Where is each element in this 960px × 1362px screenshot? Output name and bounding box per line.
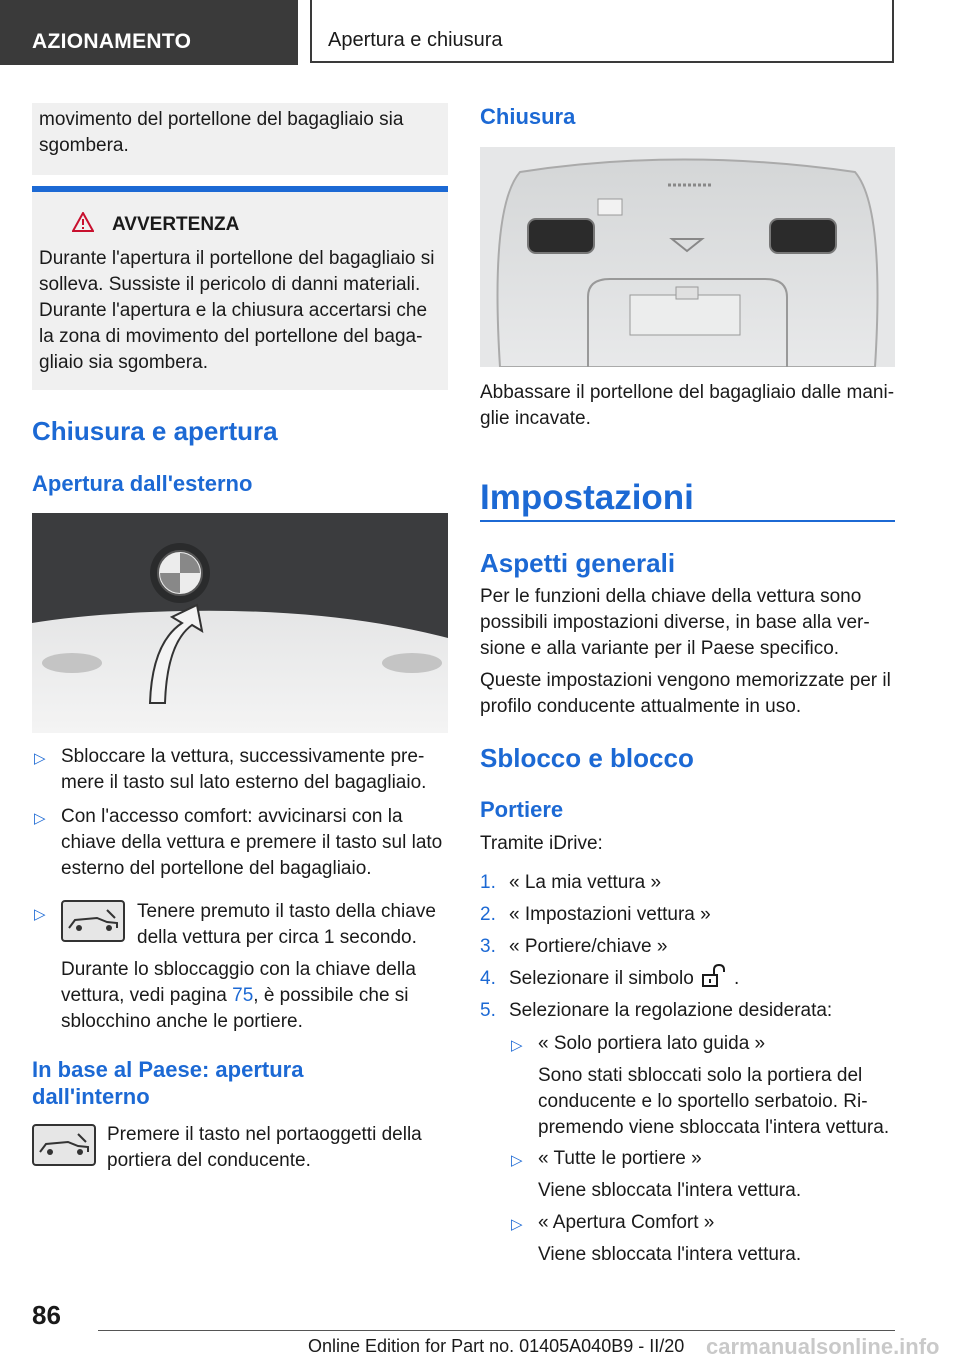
warning-triangle-icon [72,212,94,232]
page-number: 86 [32,1300,61,1330]
footer-edition: Online Edition for Part no. 01405A040B9 - II/20 [308,1336,685,1356]
continuation-line-2: sgombera. [39,135,129,156]
footer-divider [98,1330,895,1331]
step-number: 2. [480,904,496,925]
step-text: Selezionare il simbolo [509,968,694,989]
heading-sblocco-blocco: Sblocco e blocco [480,743,694,773]
header-section-tab [0,0,298,65]
car-trunk-key-icon [32,1124,96,1166]
bullet1-line-2: mere il tasto sul lato esterno del bagagliaio. [61,772,427,793]
note-line-3: sblocchino anche le portiere. [61,1011,303,1032]
option3-desc: Viene sbloccata l'intera vettura. [538,1244,802,1265]
bullet2-line-2: chiave della vettura e premere il tasto sul lato [61,832,443,853]
bullet-icon: ▷ [511,1152,523,1169]
header-chapter-label: Apertura e chiusura [328,29,503,51]
bullet1-line-1: Sbloccare la vettura, successivamente pre- [61,746,425,767]
chiusura-line-2: glie incavate. [480,408,591,429]
unlock-icon [700,964,728,990]
option1-desc-2: conducente e lo sportello serbatoio. Ri- [538,1091,868,1112]
bullet-icon: ▷ [34,750,46,767]
option3-label: « Apertura Comfort » [538,1212,715,1233]
heading-apertura-esterno: Apertura dall'esterno [32,471,253,496]
step-number: 1. [480,872,496,893]
car-trunk-key-icon [61,900,125,942]
warning-title: AVVERTENZA [112,214,240,235]
heading-portiere: Portiere [480,797,564,822]
header-chapter-box [310,0,894,63]
heading-aspetti-generali: Aspetti generali [480,548,676,578]
note-line-2 [61,983,409,1009]
warning-line-2: solleva. Sussiste il pericolo di danni materiali. [39,274,421,295]
bullet-icon: ▷ [511,1216,523,1233]
warning-line-5: gliaio sia sgombera. [39,352,208,373]
step-number: 5. [480,1000,496,1021]
warning-line-4: la zona di movimento del portellone del baga- [39,326,423,347]
bullet-icon: ▷ [511,1037,523,1054]
bullet3-line-1: Tenere premuto il tasto della chiave [137,901,436,922]
watermark: carmanualsonline.info [706,1334,940,1359]
aspetti-p2-line-1: Queste impostazioni vengono memorizzate per il [480,670,891,691]
impostazioni-underline [480,520,895,522]
note-line-2-b: , è possibile che si [253,985,409,1006]
paese-line-1: Premere il tasto nel portaoggetti della [107,1124,422,1145]
bullet3-line-2: della vettura per circa 1 secondo. [137,927,417,948]
note-line-2-a: vettura, vedi pagina [61,985,233,1006]
option2-label: « Tutte le portiere » [538,1148,702,1169]
option1-label: « Solo portiera lato guida » [538,1033,766,1054]
chiusura-line-1: Abbassare il portellone del bagagliaio dalle mani- [480,382,895,403]
step4-suffix: . [734,968,740,989]
aspetti-p2-line-2: profilo conducente attualmente in uso. [480,696,802,717]
step-text: « La mia vettura » [509,872,662,893]
tramite-idrive: Tramite iDrive: [480,833,603,854]
paese-line-2: portiera del conducente. [107,1150,311,1171]
continuation-box [32,103,448,175]
heading-chiusura: Chiusura [480,104,576,129]
aspetti-p1-line-1: Per le funzioni della chiave della vettura sono [480,586,862,607]
warning-line-1: Durante l'apertura il portellone del bagagliaio si [39,248,435,269]
warning-line-3: Durante l'apertura e la chiusura accertarsi che [39,300,428,321]
option1-desc-3: premendo viene sbloccata l'intera vettura. [538,1117,890,1138]
heading-paese-2: dall'interno [32,1084,150,1109]
trunk-closing-illustration [480,147,895,367]
step-number: 4. [480,968,496,989]
step-text: Selezionare la regolazione desiderata: [509,1000,833,1021]
page-link-75[interactable]: 75 [232,985,254,1006]
heading-chiusura-apertura: Chiusura e apertura [32,416,278,446]
header-section-label: AZIONAMENTO [32,30,192,53]
heading-paese-1: In base al Paese: apertura [32,1057,304,1082]
option2-desc: Viene sbloccata l'intera vettura. [538,1180,802,1201]
bullet2-line-3: esterno del portellone del bagagliaio. [61,858,372,879]
warning-box [32,192,448,390]
aspetti-p1-line-3: sione e alla variante per il Paese specifico. [480,638,840,659]
option1-desc-1: Sono stati sbloccati solo la portiera del [538,1065,863,1086]
continuation-line-1: movimento del portellone del bagagliaio sia [39,109,404,130]
heading-impostazioni: Impostazioni [480,478,694,517]
step-number: 3. [480,936,496,957]
aspetti-p1-line-2: possibili impostazioni diverse, in base alla ver- [480,612,870,633]
step-text: « Portiere/chiave » [509,936,668,957]
note-line-1: Durante lo sbloccaggio con la chiave della [61,959,416,980]
trunk-opening-illustration [32,513,448,733]
step-text: « Impostazioni vettura » [509,904,711,925]
bullet-icon: ▷ [34,810,46,827]
bullet-icon: ▷ [34,906,46,923]
bullet2-line-1: Con l'accesso comfort: avvicinarsi con la [61,806,403,827]
